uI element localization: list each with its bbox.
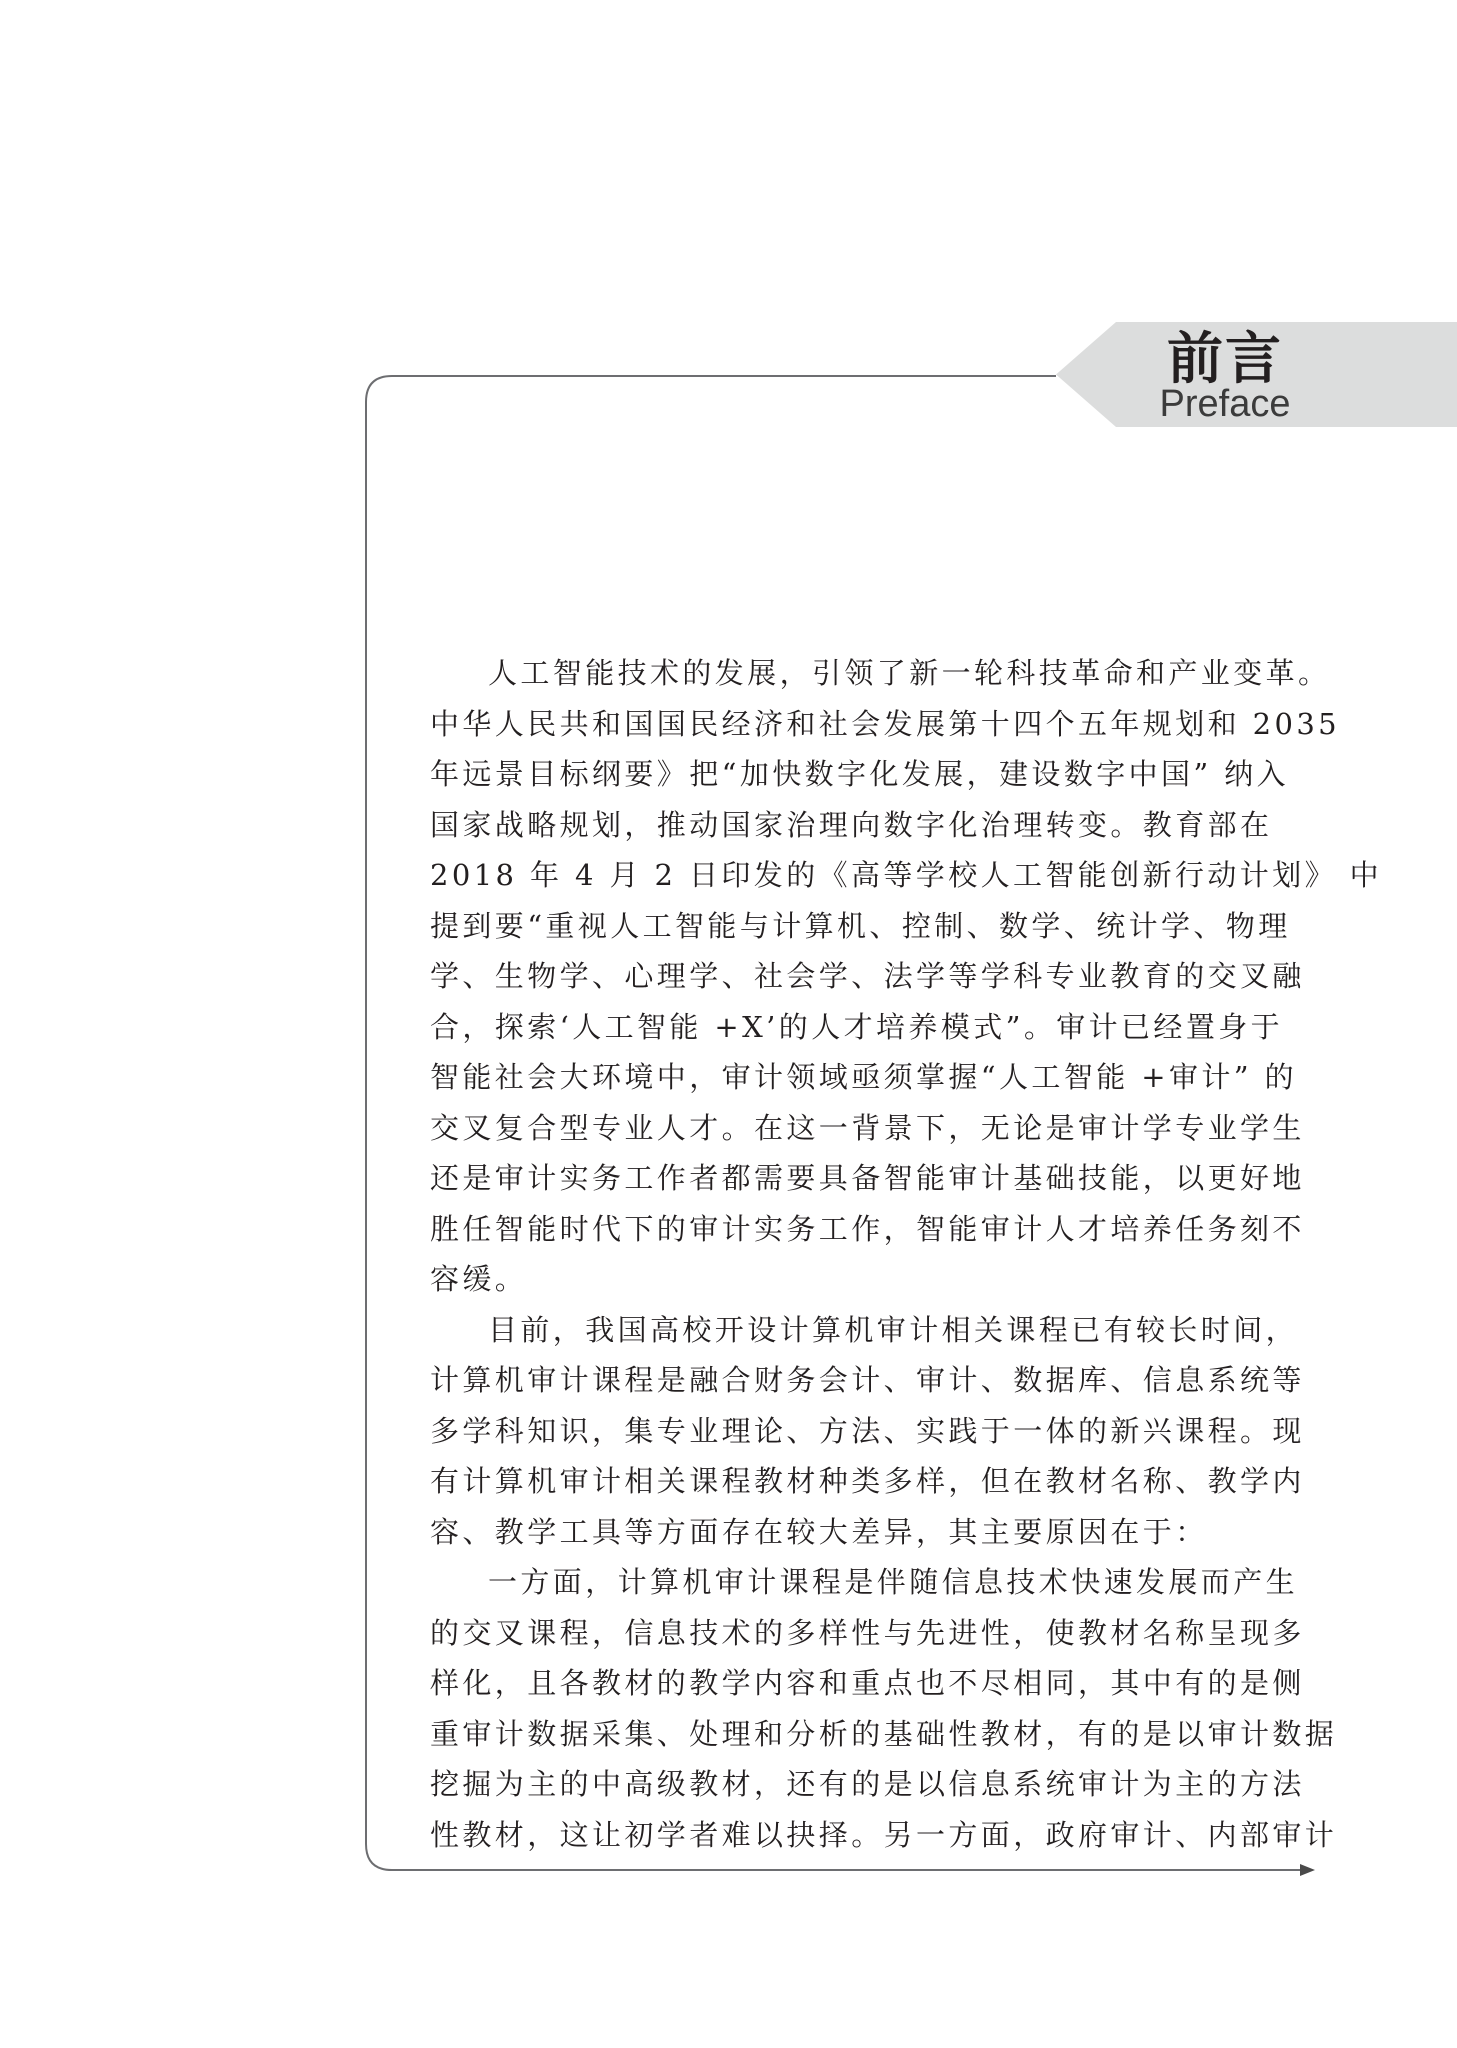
- page-subtitle: Preface: [1159, 383, 1291, 425]
- text-line: 有计算机审计相关课程教材种类多样，但在教材名称、教学内: [430, 1464, 1305, 1498]
- text-line: 合，探索‘人工智能 +X’的人才培养模式”。审计已经置身于: [430, 1009, 1284, 1044]
- text-line: 中华人民共和国国民经济和社会发展第十四个五年规划和 2035: [430, 706, 1341, 741]
- text-line: 重审计数据采集、处理和分析的基础性教材，有的是以审计数据: [430, 1716, 1338, 1751]
- text-line: 智能社会大环境中，审计领域亟须掌握“人工智能 +审计” 的: [430, 1060, 1297, 1094]
- text-line: 的交叉课程，信息技术的多样性与先进性，使教材名称呈现多: [430, 1615, 1305, 1650]
- text-line: 容、教学工具等方面存在较大差异，其主要原因在于：: [430, 1514, 1208, 1549]
- paragraph-2: [430, 1305, 1305, 1558]
- text-line: 胜任智能时代下的审计实务工作，智能审计人才培养任务刻不: [430, 1211, 1305, 1246]
- paragraph-1: [430, 648, 1383, 1305]
- preface-body: [430, 648, 1383, 1860]
- text-line: 学、生物学、心理学、社会学、法学等学科专业教育的交叉融: [430, 959, 1305, 993]
- text-line: 目前，我国高校开设计算机审计相关课程已有较长时间，: [488, 1312, 1299, 1347]
- frame-arrow-icon: [1300, 1864, 1315, 1876]
- text-line: 交叉复合型专业人才。在这一背景下，无论是审计学专业学生: [430, 1110, 1305, 1145]
- text-line: 性教材，这让初学者难以抉择。另一方面，政府审计、内部审计: [430, 1817, 1338, 1852]
- text-line: 人工智能技术的发展，引领了新一轮科技革命和产业变革。: [488, 656, 1331, 690]
- text-line: 多学科知识，集专业理论、方法、实践于一体的新兴课程。现: [430, 1413, 1305, 1448]
- text-line: 提到要“重视人工智能与计算机、控制、数学、统计学、物理: [430, 908, 1291, 943]
- text-line: 还是审计实务工作者都需要具备智能审计基础技能，以更好地: [430, 1161, 1305, 1195]
- text-line: 计算机审计课程是融合财务会计、审计、数据库、信息系统等: [430, 1363, 1305, 1397]
- text-line: 样化，且各教材的教学内容和重点也不尽相同，其中有的是侧: [430, 1666, 1305, 1700]
- text-line: 2018 年 4 月 2 日印发的《高等学校人工智能创新行动计划》 中: [430, 858, 1383, 892]
- text-line: 年远景目标纲要》把“加快数字化发展，建设数字中国” 纳入: [430, 757, 1290, 791]
- text-line: 国家战略规划，推动国家治理向数字化治理转变。教育部在: [430, 807, 1273, 842]
- paragraph-3: [430, 1557, 1338, 1860]
- page-title: 前言: [1167, 327, 1283, 392]
- text-line: 容缓。: [430, 1262, 528, 1296]
- text-line: 一方面，计算机审计课程是伴随信息技术快速发展而产生: [488, 1565, 1299, 1599]
- text-line: 挖掘为主的中高级教材，还有的是以信息系统审计为主的方法: [430, 1767, 1305, 1801]
